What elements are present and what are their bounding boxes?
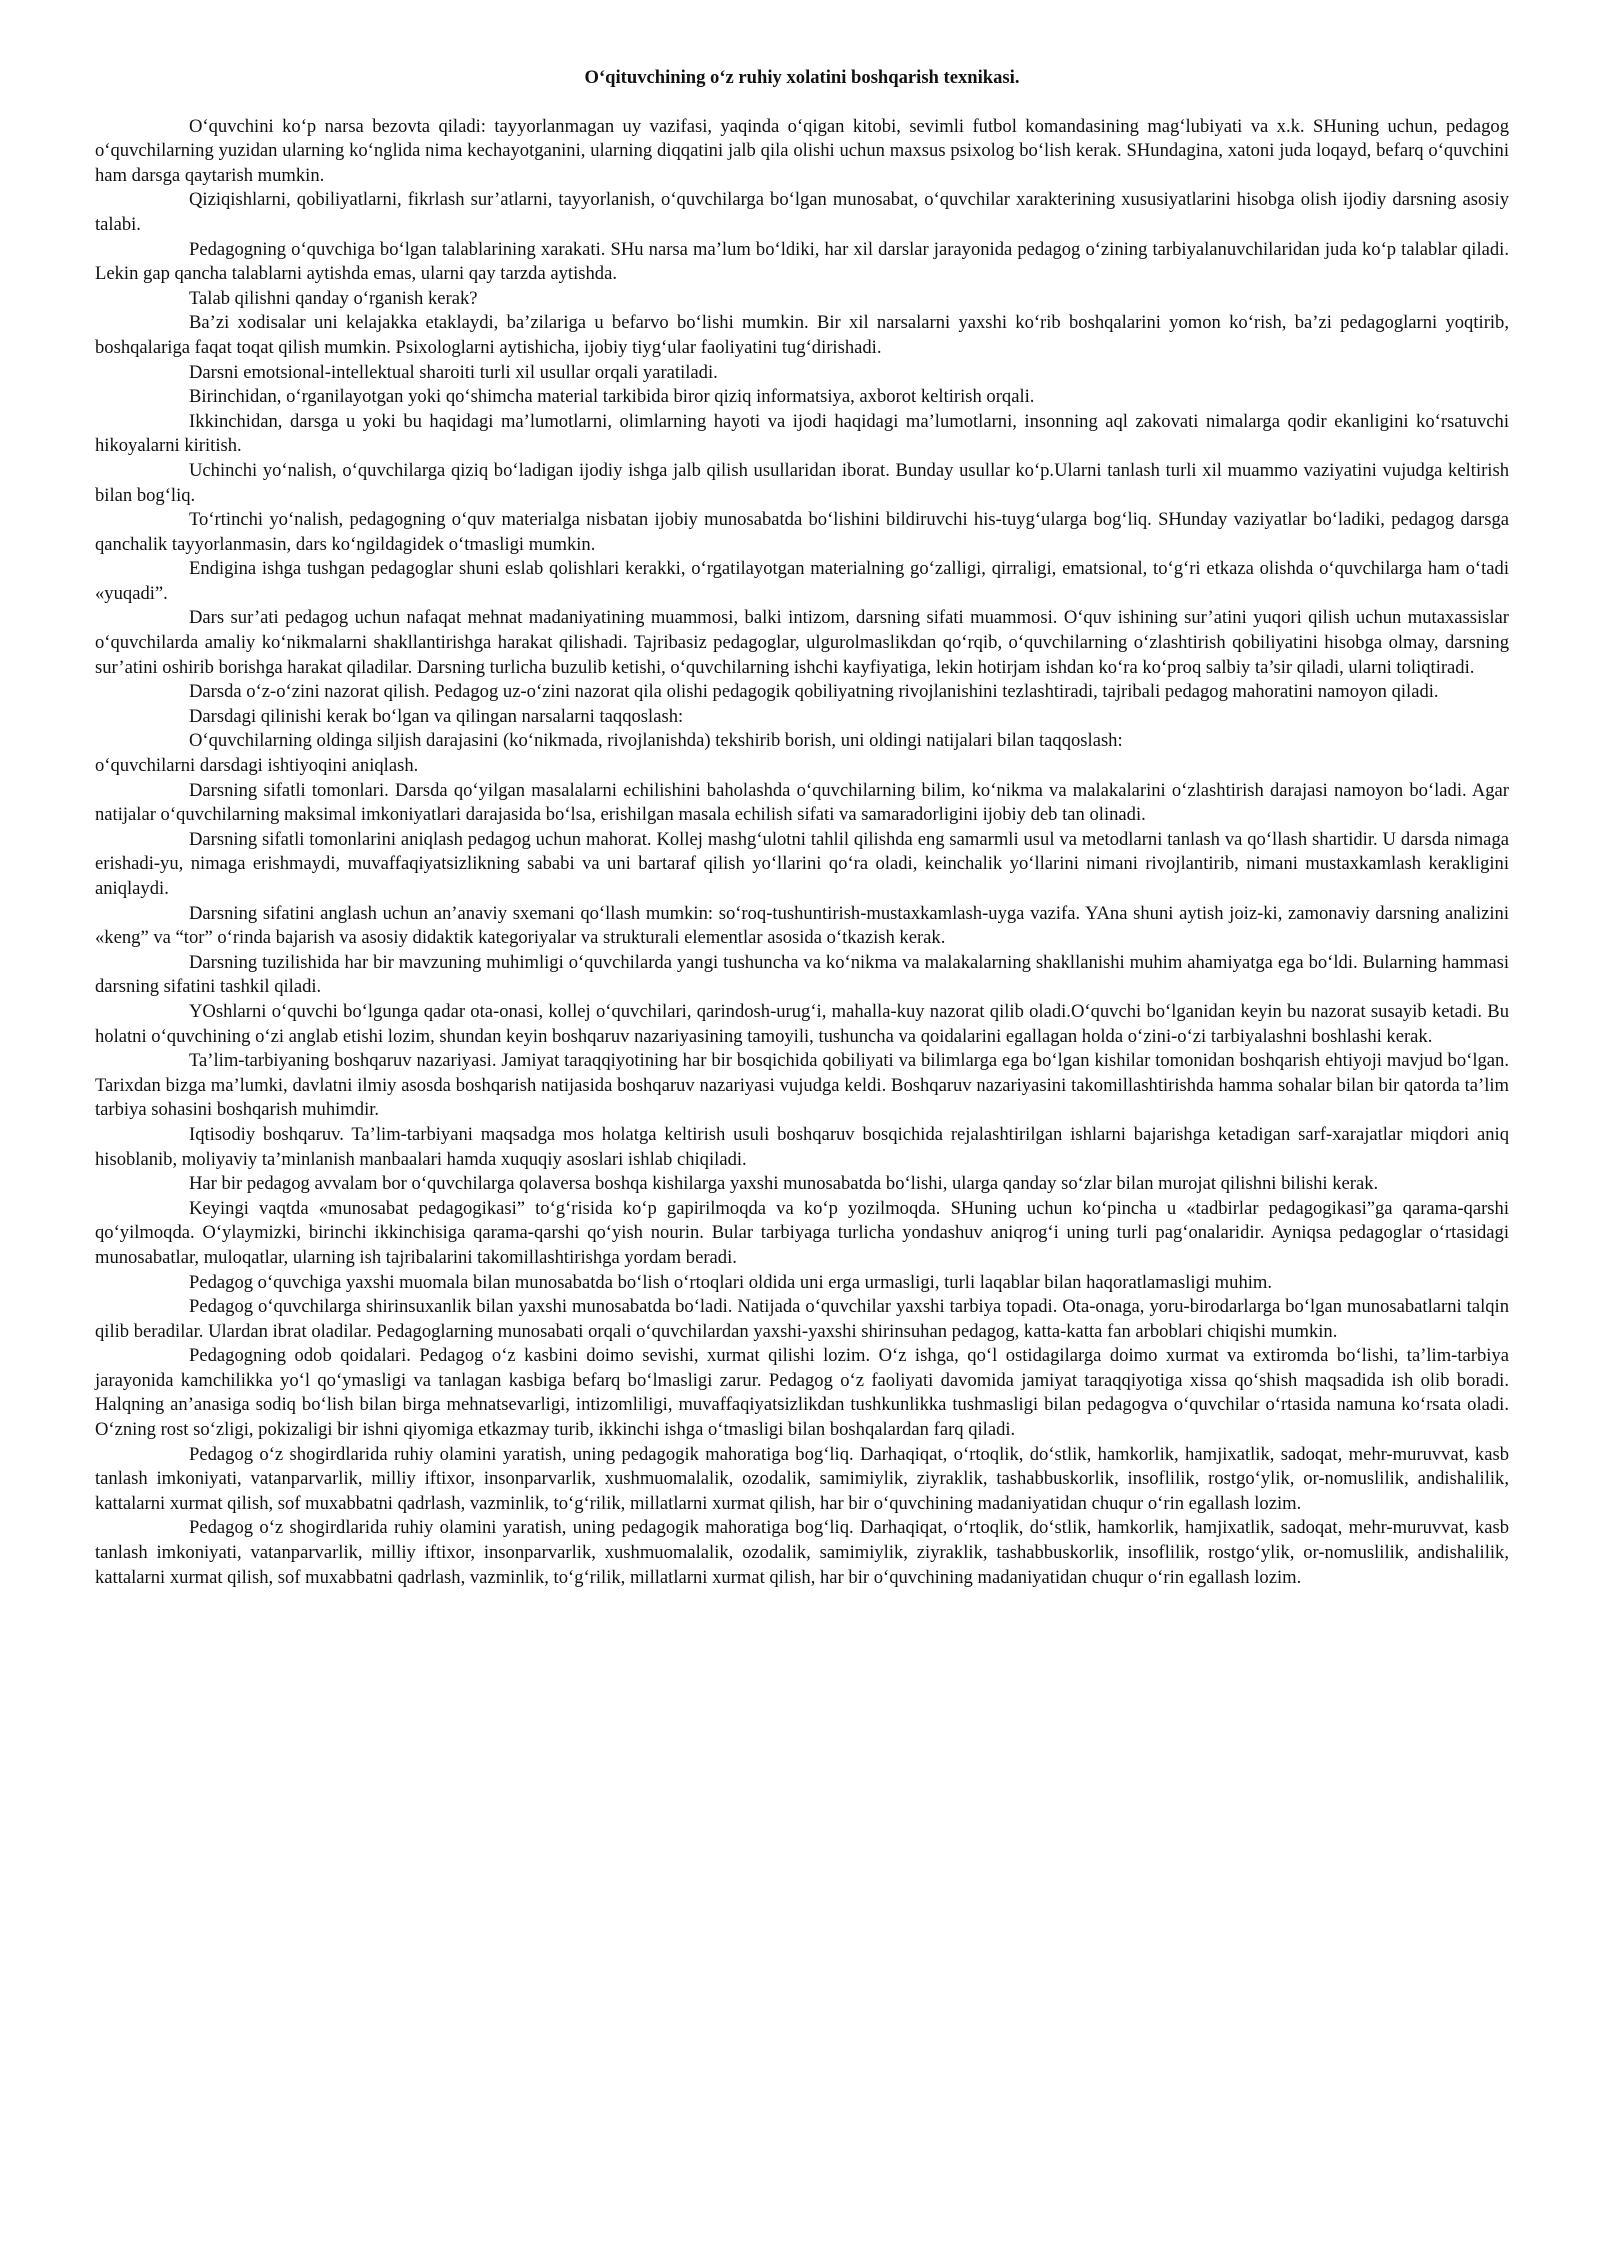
paragraph: Ta’lim-tarbiyaning boshqaruv nazariyasi. Jamiyat taraqqiyotining har bir bosqichida qobiliyati va bilimlarga ega bo‘lgan kishilar tomonidan boshqarish ehtiyoji mavjud bo‘lgan. Tarixdan bizga ma’lumki, davlatni ilmiy asosda boshqarish natijasida boshqaruv nazariyasi vujudga keldi. Boshqaruv nazariyasini takomillashtirishda hamma sohalar bilan bir qatorda ta’lim tarbiya sohasini boshqarish muhimdir.	[95, 1050, 1509, 1121]
paragraph: Pedagogning o‘quvchiga bo‘lgan talablarining xarakati. SHu narsa ma’lum bo‘ldiki, har xil darslar jarayonida pedagog o‘zining tarbiyalanuvchilaridan juda ko‘p talablar qiladi. Lekin gap qancha talablarni aytishda emas, ularni qay tarzda aytishda.	[95, 238, 1509, 285]
paragraph: Endigina ishga tushgan pedagoglar shuni eslab qolishlari kerakki, o‘rgatilayotgan materialning go‘zalligi, qirraligi, ematsional, to‘g‘ri etkaza olishda o‘quvchilarga ham o‘tadi «yuqadi”.	[95, 558, 1509, 604]
paragraph: Ba’zi xodisalar uni kelajakka etaklaydi, ba’zilariga u befarvo bo‘lishi mumkin. Bir xil narsalarni yaxshi ko‘rib boshqalarini yomon ko‘rish, ba’zi pedagoglarni yoqtirib, boshqalariga faqat toqat qilish mumkin. Psixologlarni aytishicha, ijobiy tiyg‘ular faoliyatini tug‘dirishadi.	[95, 312, 1509, 358]
paragraph: Qiziqishlarni, qobiliyatlarni, fikrlash sur’atlarni, tayyorlanish, o‘quvchilarga bo‘lgan munosabat, o‘quvchilar xarakterining xususiyatlarini hisobga olish ijodiy darsning asosiy talabi.	[95, 189, 1509, 235]
paragraph: Iqtisodiy boshqaruv. Ta’lim-tarbiyani maqsadga mos holatga keltirish usuli boshqaruv bosqichida rejalashtirilgan ishlarni bajarishga ketadigan sarf-xarajatlar miqdori aniq hisoblanib, moliyaviy ta’minlanish manbaalari hamda xuquqiy asoslari ishlab chiqiladi.	[95, 1123, 1509, 1170]
paragraph: YOshlarni o‘quvchi bo‘lgunga qadar ota-onasi, kollej o‘quvchilari, qarindosh-urug‘i, mahalla-kuy nazorat qilib oladi.O‘quvchi bo‘lganidan keyin bu nazorat susayib ketadi. Bu holatni o‘quvchining o‘zi anglab etishi lozim, shundan keyin boshqaruv nazariyasining tamoyili, tushuncha va qoidalarini egallagan holda o‘zini-o‘zi tarbiyalashni boshlashi kerak.	[95, 1000, 1509, 1047]
paragraph: Darsning sifatli tomonlarini aniqlash pedagog uchun mahorat. Kollej mashg‘ulotni tahlil qilishda eng samarmli usul va metodlarni tanlash va qo‘llash shartidir. U darsda nimaga erishadi-yu, nimaga erishmaydi, muvaffaqiyatsizlikning sababi va uni bartaraf qilish yo‘llarini qo‘ra oladi, keinchalik yo‘llarini nimani rivojlantirib, nimani mustaxkamlash kerakligini aniqlaydi.	[95, 828, 1509, 899]
paragraph: O‘quvchini ko‘p narsa bezovta qiladi: tayyorlanmagan uy vazifasi, yaqinda o‘qigan kitobi, sevimli futbol komandasining mag‘lubiyati va x.k. SHuning uchun, pedagog o‘quvchilarning yuzidan ularning ko‘nglida nima kechayotganini, ularning diqqatini jalb qila olishi uchun maxsus psixolog bo‘lish kerak. SHundagina, xatoni juda loqayd, befarq o‘quvchini ham darsga qaytarish mumkin.	[95, 115, 1509, 186]
paragraph: Pedagog o‘z shogirdlarida ruhiy olamini yaratish, uning pedagogik mahoratiga bog‘liq. Darhaqiqat, o‘rtoqlik, do‘stlik, hamkorlik, hamjixatlik, sadoqat, mehr-muruvvat, kasb tanlash imkoniyati, vatanparvarlik, milliy iftixor, insonparvarlik, xushmuomalalik, ozodalik, samimiylik, ziyraklik, tashabbuskorlik, insoflilik, rostgo‘ylik, or-nomuslilik, andishalilik, kattalarni xurmat qilish, sof muxabbatni qadrlash, vazminlik, to‘g‘rilik, millatlarni xurmat qilish, har bir o‘quvchining madaniyatidan chuqur o‘rin egallash lozim.	[95, 1443, 1509, 1514]
paragraph: Darsdagi qilinishi kerak bo‘lgan va qilingan narsalarni taqqoslash:	[189, 705, 684, 727]
paragraph: Pedagog o‘z shogirdlarida ruhiy olamini yaratish, uning pedagogik mahoratiga bog‘liq. Darhaqiqat, o‘rtoqlik, do‘stlik, hamkorlik, hamjixatlik, sadoqat, mehr-muruvvat, kasb tanlash imkoniyati, vatanparvarlik, milliy iftixor, insonparvarlik, xushmuomalalik, ozodalik, samimiylik, ziyraklik, tashabbuskorlik, insoflilik, rostgo‘ylik, or-nomuslilik, andishalilik, kattalarni xurmat qilish, sof muxabbatni qadrlash, vazminlik, to‘g‘rilik, millatlarni xurmat qilish, har bir o‘quvchining madaniyatidan chuqur o‘rin egallash lozim.	[95, 1517, 1509, 1588]
paragraph: Keyingi vaqtda «munosabat pedagogikasi” to‘g‘risida ko‘p gapirilmoqda va ko‘p yozilmoqda. SHuning uchun ko‘pincha u «tadbirlar pedagogikasi”ga qarama-qarshi qo‘yilmoqda. O‘ylaymizki, birinchi ikkinchisiga qarama-qarshi qo‘yish nourin. Bular tarbiyaga turlicha yondashuv aniqrog‘i uning turli pag‘onalaridir. Ayniqsa pedagoglar o‘rtasidagi munosabatlar, muloqatlar, ularning ish tajribalarini takomillashtirishga yordam beradi.	[95, 1197, 1509, 1268]
paragraph: Pedagogning odob qoidalari. Pedagog o‘z kasbini doimo sevishi, xurmat qilishi lozim. O‘z ishga, qo‘l ostidagilarga doimo xurmat va extiromda bo‘lishi, ta’lim-tarbiya jarayonida kamchilikka yo‘l qo‘ymasligi va tanlagan kasbiga befarq bo‘lmasligi zarur. Pedagog o‘z faoliyati davomida jamiyat taraqqiyotiga xissa qo‘shish maqsadida ish olib boradi. Halqning an’anasiga sodiq bo‘lish bilan birga mehnatsevarligi, intizomliligi, muvaffaqiyatsizlikdan tushkunlikka tushmasligi bilan pedagogva o‘quvchilar o‘rtasida namuna ko‘rsata oladi. O‘zning rost so‘zligi, pokizaligi bir ishni qiyomiga etkazmay turib, ikkinchi ishga o‘tmasligi bilan boshqalardan farq qiladi.	[95, 1345, 1509, 1441]
paragraph: Darsning sifatini anglash uchun an’anaviy sxemani qo‘llash mumkin: so‘roq-tushuntirish-mustaxkamlash-uyga vazifa. YAna shuni aytish joiz-ki, zamonaviy darsning analizini «keng” va “tor” o‘rinda bajarish va asosiy didaktik kategoriyalar va strukturali elementlar asosida o‘tkazish kerak.	[95, 902, 1509, 949]
paragraph: Talab qilishni qanday o‘rganish kerak?	[189, 287, 478, 309]
paragraph: Ikkinchidan, darsga u yoki bu haqidagi ma’lumotlarni, olimlarning hayoti va ijodi haqidagi ma’lumotlarni, insonning aql zakovati nimalarga qodir ekanligini ko‘rsatuvchi hikoyalarni kiritish.	[95, 410, 1509, 457]
paragraph: O‘quvchilarning oldinga siljish darajasini (ko‘nikmada, rivojlanishda) tekshirib borish, uni oldingi natijalari bilan taqqoslash:	[189, 730, 1123, 752]
paragraph: Darsda o‘z-o‘zini nazorat qilish. Pedagog uz-o‘zini nazorat qila olishi pedagogik qobiliyatning rivojlanishini tezlashtiradi, tajribali pedagog mahoratini namoyon qiladi.	[189, 681, 1439, 703]
paragraph: Uchinchi yo‘nalish, o‘quvchilarga qiziq bo‘ladigan ijodiy ishga jalb qilish usullaridan iborat. Bunday usullar ko‘p.Ularni tanlash turli xil muammo vaziyatini vujudga keltirish bilan bog‘liq.	[95, 459, 1509, 506]
document-body	[95, 115, 1509, 1591]
document-page	[95, 66, 1509, 1590]
paragraph: Darsning sifatli tomonlari. Darsda qo‘yilgan masalalarni echilishini baholashda o‘quvchilarning bilim, ko‘nikma va malakalarini o‘zlashtirish darajasi namoyon bo‘ladi. Agar natijalar o‘quvchilarning maksimal imkoniyatlari darajasida bo‘lsa, erishilgan masala echilish sifati va samaradorligini ijobiy deb tan olinadi.	[95, 779, 1509, 826]
paragraph: Darsni emotsional-intellektual sharoiti turli xil usullar orqali yaratiladi.	[189, 361, 718, 383]
paragraph: o‘quvchilarni darsdagi ishtiyoqini aniqlash.	[95, 755, 419, 777]
paragraph: Dars sur’ati pedagog uchun nafaqat mehnat madaniyatining muammosi, balki intizom, darsning sifati muammosi. O‘quv ishining sur’atini yuqori qilish uchun mutaxassislar o‘quvchilarda amaliy ko‘nikmalarni shakllantirishga harakat qilishadi. Tajribasiz pedagoglar, ulgurolmaslikdan qo‘rqib, o‘quvchilarning o‘zlashtirish qobiliyatini hisobga olmay, darsning sur’atini oshirib borishga harakat qiladilar. Darsning turlicha buzulib ketishi, o‘quvchilarning ishchi kayfiyatiga, lekin hotirjam ishdan ko‘ra ko‘proq salbiy ta’sir qiladi, ularni toliqtiradi.	[95, 607, 1509, 678]
paragraph: Pedagog o‘quvchilarga shirinsuxanlik bilan yaxshi munosabatda bo‘ladi. Natijada o‘quvchilar yaxshi tarbiya topadi. Ota-onaga, yoru-birodarlarga bo‘lgan munosabatlarni talqin qilib beradilar. Ulardan ibrat oladilar. Pedagoglarning munosabati orqali o‘quvchilardan yaxshi-yaxshi shirinsuhan pedagog, katta-katta fan arboblari chiqishi mumkin.	[95, 1296, 1509, 1342]
paragraph: Har bir pedagog avvalam bor o‘quvchilarga qolaversa boshqa kishilarga yaxshi munosabatda bo‘lishi, ularga qanday so‘zlar bilan murojat qilishni bilishi kerak.	[189, 1173, 1379, 1195]
paragraph: Darsning tuzilishida har bir mavzuning muhimligi o‘quvchilarda yangi tushuncha va ko‘nikma va malakalarning shakllanishi muhim ahamiyatga ega bo‘ldi. Bularning hammasi darsning sifatini tashkil qiladi.	[95, 951, 1509, 998]
paragraph: Pedagog o‘quvchiga yaxshi muomala bilan munosabatda bo‘lish o‘rtoqlari oldida uni erga urmasligi, turli laqablar bilan haqoratlamasligi muhim.	[189, 1271, 1273, 1293]
document-title: O‘qituvchining o‘z ruhiy xolatini boshqarish texnikasi.	[584, 67, 1020, 88]
paragraph: Birinchidan, o‘rganilayotgan yoki qo‘shimcha material tarkibida biror qiziq informatsiya, axborot keltirish orqali.	[189, 386, 1035, 408]
paragraph: To‘rtinchi yo‘nalish, pedagogning o‘quv materialga nisbatan ijobiy munosabatda bo‘lishini bildiruvchi his-tuyg‘ularga bog‘liq. SHunday vaziyatlar bo‘ladiki, pedagog darsga qanchalik tayyorlanmasin, dars ko‘ngildagidek o‘tmasligi mumkin.	[95, 509, 1509, 555]
